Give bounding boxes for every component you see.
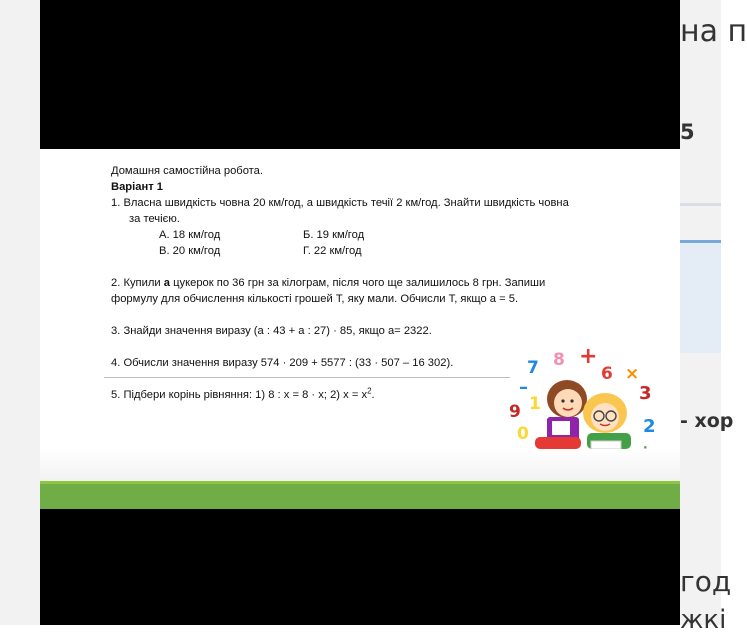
glyph-plus: + — [579, 344, 598, 369]
glyph-8: 8 — [553, 350, 565, 370]
task1-option-g: Г. 22 км/год — [303, 245, 362, 257]
green-footer-band — [40, 481, 680, 509]
glyph-7: 7 — [527, 358, 539, 378]
task2-suffix: цукерок по 36 грн за кілограм, після чого ще залишилось 8 грн. Запиши — [169, 277, 546, 289]
task2-line1 — [111, 275, 545, 291]
glyph-9: 9 — [509, 402, 521, 422]
background-panel — [680, 240, 721, 353]
background-number-fragment: 5 — [680, 120, 695, 144]
task5 — [111, 387, 375, 403]
document-divider — [104, 377, 510, 378]
task5-prefix: 5. Підбери корінь рівняння: 1) 8 : х = 8 · х; 2) х = х — [111, 389, 368, 401]
task1-line2: за течією. — [129, 213, 180, 225]
glyph-2: 2 — [643, 416, 656, 437]
task2-prefix: 2. Купили — [111, 277, 164, 289]
task5-suffix: . — [371, 389, 375, 401]
task3: 3. Знайди значення виразу (а : 43 + а : 27) · 85, якщо а= 2322. — [111, 325, 432, 337]
task1-line1: 1. Власна швидкість човна 20 км/год, а швидкість течії 2 км/год. Знайти швидкість човна — [111, 197, 569, 209]
task2-line2: формулу для обчислення кількості грошей Т, яку мали. Обчисли Т, якщо а = 5. — [111, 293, 519, 305]
glyph-minus: – — [519, 377, 528, 398]
background-title-fragment: на п — [680, 14, 747, 49]
slide-bottom-shade — [40, 449, 680, 481]
image-viewer[interactable] — [40, 0, 680, 625]
glyph-times: × — [625, 364, 640, 384]
task1-option-v: В. 20 км/год — [159, 245, 221, 257]
glyph-6: 6 — [601, 364, 613, 384]
background-good-fragment: - хор — [680, 410, 734, 432]
glyph-1: 1 — [529, 394, 541, 414]
background-bottom-fragment-2: жкі — [680, 605, 727, 635]
background-bottom-fragment-1: год — [680, 565, 732, 598]
homework-image — [40, 149, 680, 509]
task4: 4. Обчисли значення виразу 574 · 209 + 5577 : (33 · 507 – 16 302). — [111, 357, 454, 369]
glyph-3: 3 — [639, 383, 652, 404]
girl-with-glasses — [583, 393, 631, 449]
girl-with-book — [535, 380, 587, 449]
background-divider — [680, 203, 721, 206]
variant-label: Варіант 1 — [111, 181, 164, 193]
task2-variable: а — [163, 277, 170, 289]
document-heading: Домашня самостійна робота. — [111, 165, 264, 177]
task1-option-a: А. 18 км/год — [159, 229, 221, 241]
task1-option-b: Б. 19 км/год — [303, 229, 365, 241]
task5-superscript: 2 — [367, 386, 372, 396]
glyph-0: 0 — [517, 424, 529, 444]
